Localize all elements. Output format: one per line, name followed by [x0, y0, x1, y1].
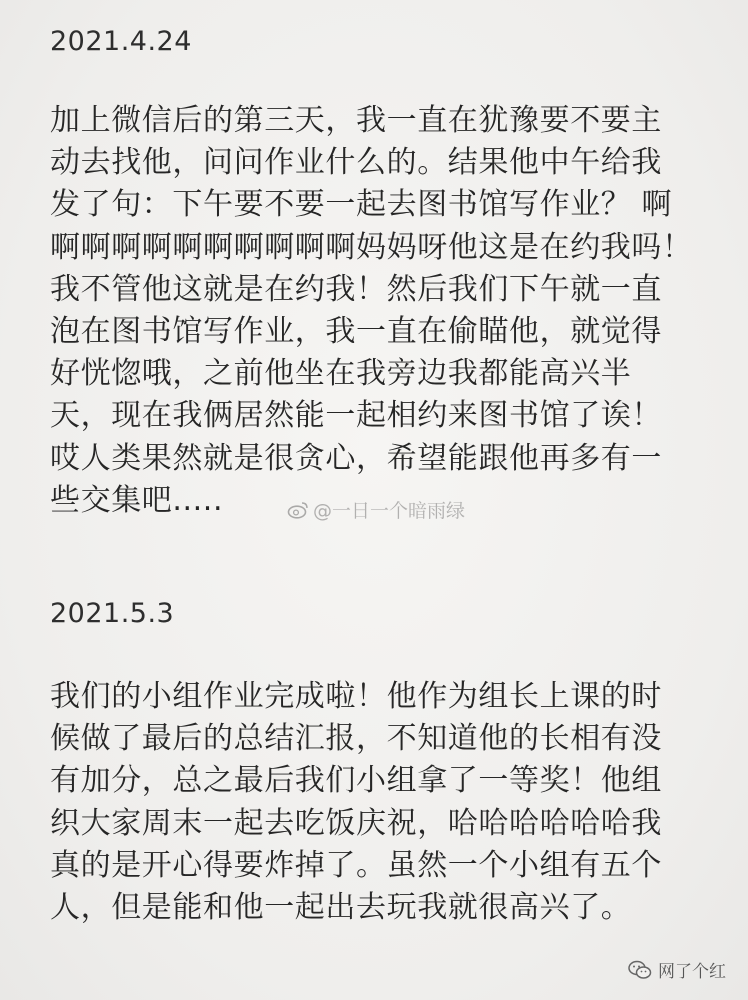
- text-line: 好恍惚哦，之前他坐在我旁边我都能高兴半: [50, 356, 632, 392]
- watermark-text: @一日一个暗雨绿: [313, 500, 466, 522]
- entry-date: 2021.5.3: [50, 598, 175, 629]
- text-line: 天，现在我俩居然能一起相约来图书馆了诶！: [50, 398, 662, 434]
- text-line: 加上微信后的第三天，我一直在犹豫要不要主: [50, 103, 662, 138]
- wechat-watermark: [628, 957, 726, 982]
- footer-text: 网了个红: [658, 962, 726, 982]
- entry-text: [50, 676, 710, 929]
- text-line: 织大家周末一起去吃饭庆祝，哈哈哈哈哈哈我: [50, 805, 662, 841]
- text-line: 真的是开心得要炸掉了。虽然一个小组有五个: [50, 847, 662, 883]
- text-line: 哎人类果然就是很贪心，希望能跟他再多有一: [50, 440, 662, 476]
- wechat-icon: [628, 960, 652, 980]
- entry-text: [50, 100, 710, 522]
- weibo-icon: [287, 501, 309, 519]
- weibo-watermark: [287, 496, 465, 523]
- text-line: 我不管他这就是在约我！然后我们下午就一直: [50, 271, 662, 307]
- text-line: 啊啊啊啊啊啊啊啊啊啊妈妈呀他这是在约我吗！: [50, 229, 693, 265]
- text-line: 动去找他，问问作业什么的。结果他中午给我: [50, 145, 662, 181]
- text-line: 候做了最后的总结汇报，不知道他的长相有没: [50, 721, 662, 757]
- text-line: 发了句：下午要不要一起去图书馆写作业？ 啊: [50, 187, 673, 223]
- text-line: 我们的小组作业完成啦！他作为组长上课的时: [50, 679, 662, 714]
- entry-date: 2021.4.24: [50, 26, 192, 57]
- text-line: 些交集吧.....: [50, 482, 224, 518]
- text-line: 人，但是能和他一起出去玩我就很高兴了。: [50, 890, 632, 926]
- text-line: 有加分，总之最后我们小组拿了一等奖！他组: [50, 763, 662, 799]
- text-line: 泡在图书馆写作业，我一直在偷瞄他，就觉得: [50, 314, 662, 350]
